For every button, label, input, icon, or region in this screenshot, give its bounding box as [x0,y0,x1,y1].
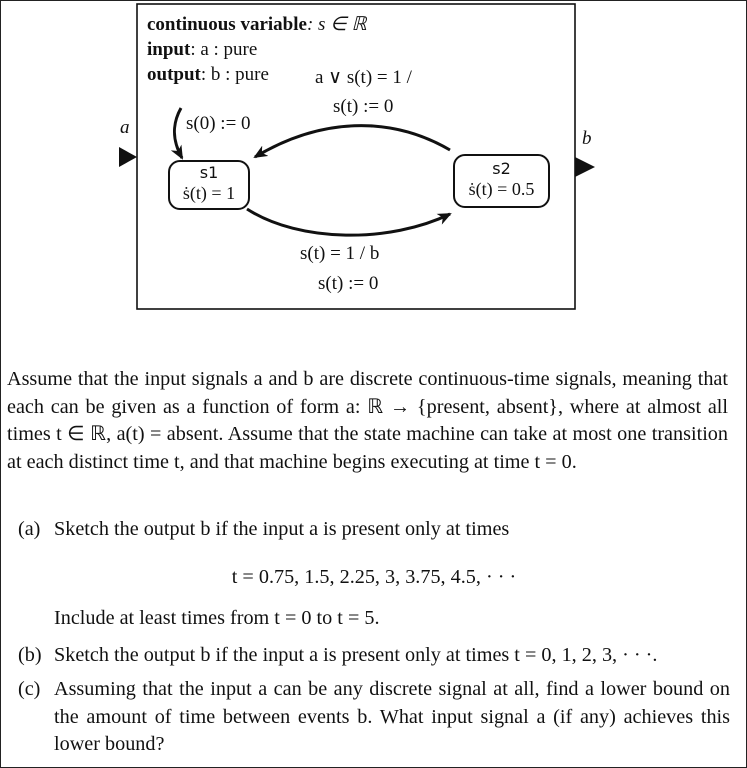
part-a-equation: t = 0.75, 1.5, 2.25, 3, 3.75, 4.5, · · · [231,566,517,588]
input-port-triangle [119,147,137,167]
transition-s1-to-s2 [247,209,450,235]
part-b-text: Sketch the output b if the input a is present only at times t = 0, 1, 2, 3, · · ·. [54,644,658,666]
output-value: : b : pure [200,64,269,85]
continuous-keyword: continuous variable [147,14,307,35]
initial-action-label: s(0) := 0 [186,113,251,134]
diagram-graphics [0,0,747,320]
continuous-value: : s ∈ ℝ [306,14,367,35]
input-keyword: input [147,39,191,60]
s2-to-s1-guard-label: a ∨ s(t) = 1 / [315,67,412,88]
s1-to-s2-guard-label: s(t) = 1 / b [300,243,380,264]
input-port-label: a [120,117,130,138]
state-s2 [453,154,550,208]
state-machine-diagram [0,0,747,320]
state-s2-name: s2 [492,159,511,178]
problem-intro: Assume that the input signals a and b are discrete continuous-time signals, meaning that each can be given as a function of form a: ℝ → {present, absent}, where at almost all times t ∈ ℝ, a(t) = absent. Assume that the state machine can take at most one transition at each distinct time t, and that machine begins executing at time t = 0. [7,368,728,473]
output-port-label: b [582,128,592,149]
output-keyword: output [147,64,201,85]
transition-s2-to-s1 [255,126,450,157]
input-value: : a : pure [190,39,258,60]
state-s1-dynamics: ṡ(t) = 1 [182,183,236,203]
output-port-triangle [575,157,595,177]
s1-to-s2-action-label: s(t) := 0 [318,273,379,294]
initial-arrow [174,108,182,158]
part-b-label: (b) [18,644,42,666]
part-a-text: Sketch the output b if the input a is present only at times [54,518,510,540]
part-c-label: (c) [18,678,41,700]
part-c-text: Assuming that the input a can be any discrete signal at all, find a lower bound on the amount of time between events b. What input signal a (if any) achieves this lower bound? [54,678,730,756]
part-a-followup: Include at least times from t = 0 to t = 5. [54,607,380,629]
part-a-label: (a) [18,518,41,540]
s2-to-s1-action-label: s(t) := 0 [333,96,394,117]
state-s1-name: s1 [199,163,219,182]
state-s1 [168,160,250,210]
state-s2-dynamics: ṡ(t) = 0.5 [468,179,535,199]
